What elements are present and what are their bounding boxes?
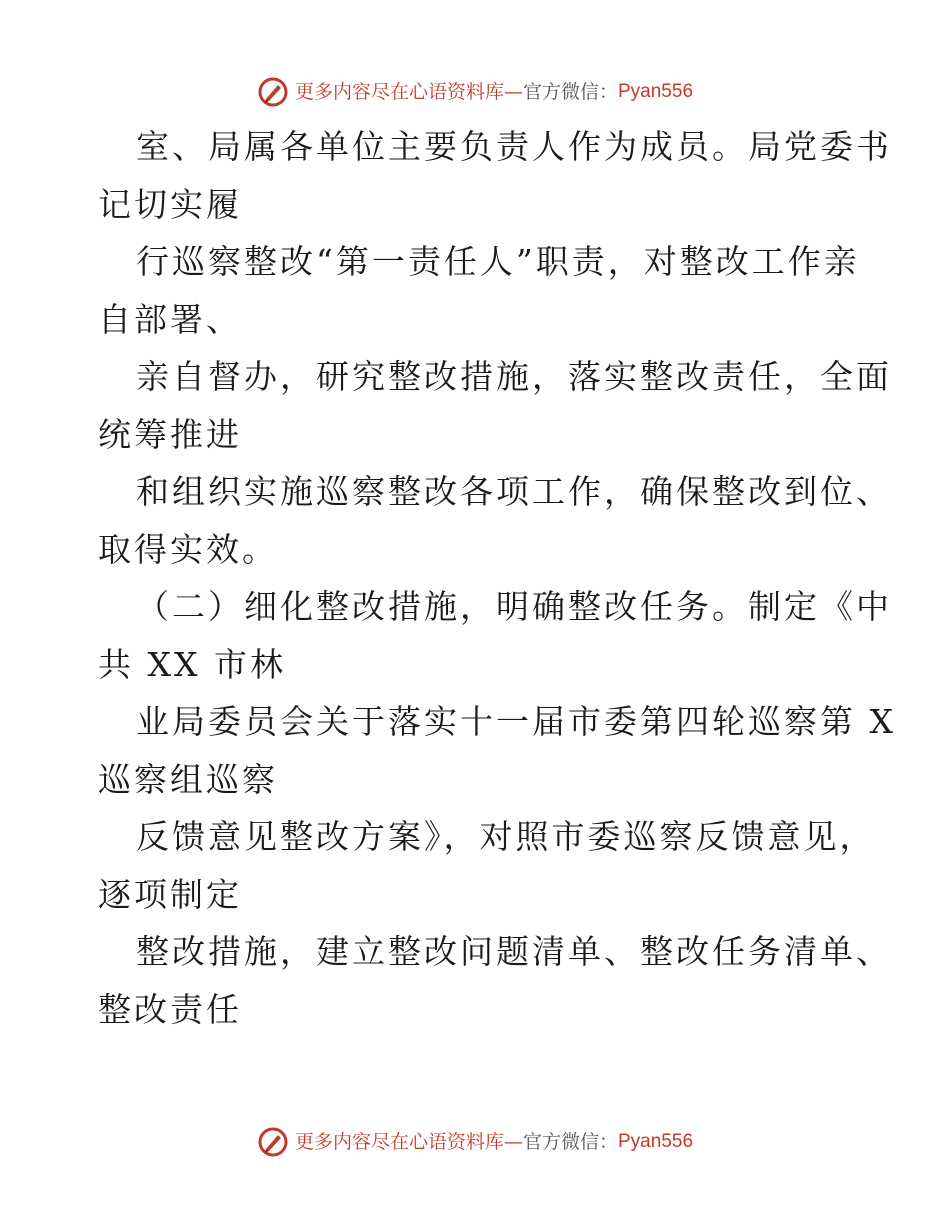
banner-wechat-label: 官方微信： <box>522 1131 618 1153</box>
text-line: 和组织实施巡察整改各项工作，确保整改到位、 <box>136 472 892 511</box>
text-line: （二）细化整改措施，明确整改任务。制定《中 <box>136 587 892 626</box>
text-line: 自部署、 <box>98 299 242 339</box>
text-line: 整改责任 <box>98 989 242 1029</box>
text-line: 整改措施，建立整改问题清单、整改任务清单、 <box>136 932 892 971</box>
pen-circle-icon <box>257 1126 289 1158</box>
banner-wechat-id: Pyan556 <box>618 1131 694 1152</box>
text-line: 业局委员会关于落实十一届市委第四轮巡察第 X <box>136 702 896 741</box>
banner-site-text: 更多内容尽在心语资料库 <box>294 1131 504 1153</box>
footer-banner <box>0 1126 950 1158</box>
text-line: 室、局属各单位主要负责人作为成员。局党委书 <box>136 127 892 166</box>
banner-dash: — <box>503 81 523 103</box>
banner-wechat-label: 官方微信： <box>522 81 618 103</box>
text-line: 记切实履 <box>98 184 242 224</box>
banner-dash: — <box>503 1131 523 1153</box>
header-banner <box>0 76 950 108</box>
pen-circle-icon <box>257 76 289 108</box>
text-line: 亲自督办，研究整改措施，落实整改责任，全面 <box>136 357 892 396</box>
text-line: 巡察组巡察 <box>98 759 278 799</box>
text-line: 反馈意见整改方案》，对照市委巡察反馈意见， <box>136 817 876 856</box>
text-line: 共 XX 市林 <box>98 644 286 684</box>
banner-site-text: 更多内容尽在心语资料库 <box>294 81 504 103</box>
document-body <box>98 118 896 1038</box>
text-line: 统筹推进 <box>98 414 242 454</box>
text-line: 取得实效。 <box>98 529 278 569</box>
text-line: 行巡察整改“第一责任人”职责，对整改工作亲 <box>136 242 860 281</box>
text-line: 逐项制定 <box>98 874 242 914</box>
banner-wechat-id: Pyan556 <box>618 81 694 102</box>
